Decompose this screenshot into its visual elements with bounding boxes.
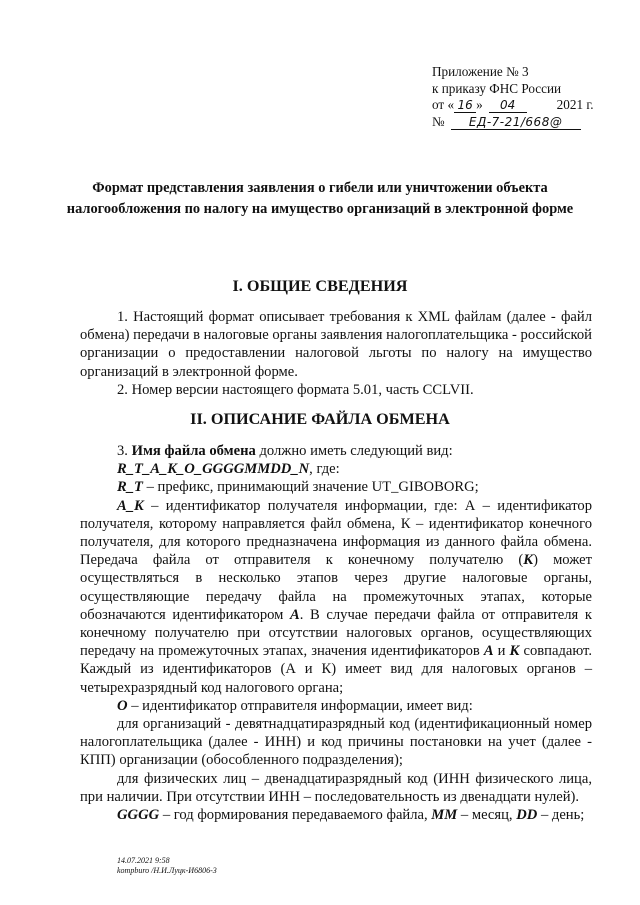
date-day: 16	[454, 99, 476, 113]
appendix-number-line	[432, 114, 594, 131]
gggg-code: GGGG	[117, 807, 160, 824]
appendix-date-line	[432, 97, 594, 114]
mm-code: MM	[431, 807, 458, 824]
mm-text: – месяц,	[457, 807, 517, 824]
o-text: – идентификатор отправителя информации, имеет вид:	[127, 697, 473, 714]
ak-a-1: А	[290, 606, 300, 623]
file-name-pattern	[80, 460, 592, 478]
pattern-code: R_T_A_K_O_GGGGMMDD_N	[117, 461, 310, 478]
gggg-text: – год формирования передаваемого файла,	[159, 807, 432, 824]
paragraph-1: 1. Настоящий формат описывает требования к XML файлам (далее - файл обмена) передачи в налоговые органы заявления налогоплательщика - российской организации о предоставлении налоговой льготы по налогу на имущество организаций в электронной форме.	[80, 309, 592, 380]
appendix-line-1: Приложение № 3	[432, 64, 529, 79]
paragraph-3	[80, 442, 592, 460]
ak-code: A_K	[117, 497, 144, 514]
section-2-heading: II. ОПИСАНИЕ ФАЙЛА ОБМЕНА	[190, 410, 450, 428]
paragraph-2: 2. Номер версии настоящего формата 5.01, часть CCLVII.	[117, 381, 474, 398]
o-code: O	[117, 697, 128, 714]
p3-number: 3.	[117, 443, 132, 459]
section-1-body	[80, 308, 592, 399]
date-month: 04	[489, 99, 527, 113]
dd-text: – день;	[537, 807, 585, 824]
rt-definition	[80, 478, 592, 496]
footer-timestamp: 14.07.2021 9:58	[117, 856, 170, 865]
p3-text: должно иметь следующий вид:	[255, 443, 453, 459]
date-prefix: от «	[432, 97, 455, 112]
document-title: Формат представления заявления о гибели или уничтожении объекта налогообложения по налогу на имущество организаций в электронной форме	[66, 180, 574, 217]
appendix-block	[432, 64, 594, 130]
ak-text-2: ) может осуществляться в несколько этапов через другие налоговые органы, осуществляющие передачу файла на промежуточных этапах, которые обозначаются идентификатором	[80, 552, 592, 623]
footer-path: kompburo /Н.И.Луцк-И6806-3	[117, 866, 217, 875]
ak-a-2: А	[483, 643, 494, 660]
section-2-body	[80, 442, 592, 824]
org-definition: для организаций - девятнадцатиразрядный код (идентификационный номер налогоплательщика (далее - ИНН) и код причины постановки на учет (далее - КПП) организации (обособленного подразделения);	[80, 716, 592, 769]
fl-definition: для физических лиц – двенадцатиразрядный код (ИНН физического лица, при наличии. При отсутствии ИНН – последовательность из двенадцати нулей).	[80, 770, 592, 805]
number-prefix: №	[432, 113, 445, 129]
date-mid: »	[476, 97, 483, 112]
o-definition	[80, 697, 592, 715]
ak-text-1: – идентификатор получателя информации, где: А – идентификатор получателя, которому направляется файл обмена, К – идентификатор конечного получателя, для которого предназначена информация из данного файла обмена. Передача файла от отправителя к конечному получателю (	[80, 497, 592, 569]
appendix-line-2: к приказу ФНС России	[432, 80, 562, 96]
ak-definition	[80, 497, 592, 697]
order-number: ЕД-7-21/668@	[451, 116, 581, 130]
ak-and: и	[493, 643, 510, 660]
dd-code: DD	[516, 807, 538, 824]
rt-code: R_T	[117, 479, 143, 496]
rt-text: – префикс, принимающий значение UT_GIBOBORG;	[142, 479, 479, 496]
ak-text-3: . В случае передачи файла от отправителя к конечному получателю при отсутствии налоговых органов, осуществляющих передачу на промежуточных этапах, значения идентификаторов	[80, 606, 592, 660]
date-year: 2021 г.	[556, 97, 594, 112]
ak-k-2: К	[509, 643, 520, 660]
footer-stamp	[117, 856, 217, 876]
ak-text-4: совпадают. Каждый из идентификаторов (А и К) имеет вид для налоговых органов – четырехразрядный код налогового органа;	[80, 643, 592, 696]
date-definition	[80, 806, 592, 824]
ak-k-1: К	[523, 552, 534, 569]
pattern-text: , где:	[309, 461, 340, 478]
section-1-heading: I. ОБЩИЕ СВЕДЕНИЯ	[232, 277, 408, 295]
p3-term: Имя файла обмена	[131, 443, 256, 459]
